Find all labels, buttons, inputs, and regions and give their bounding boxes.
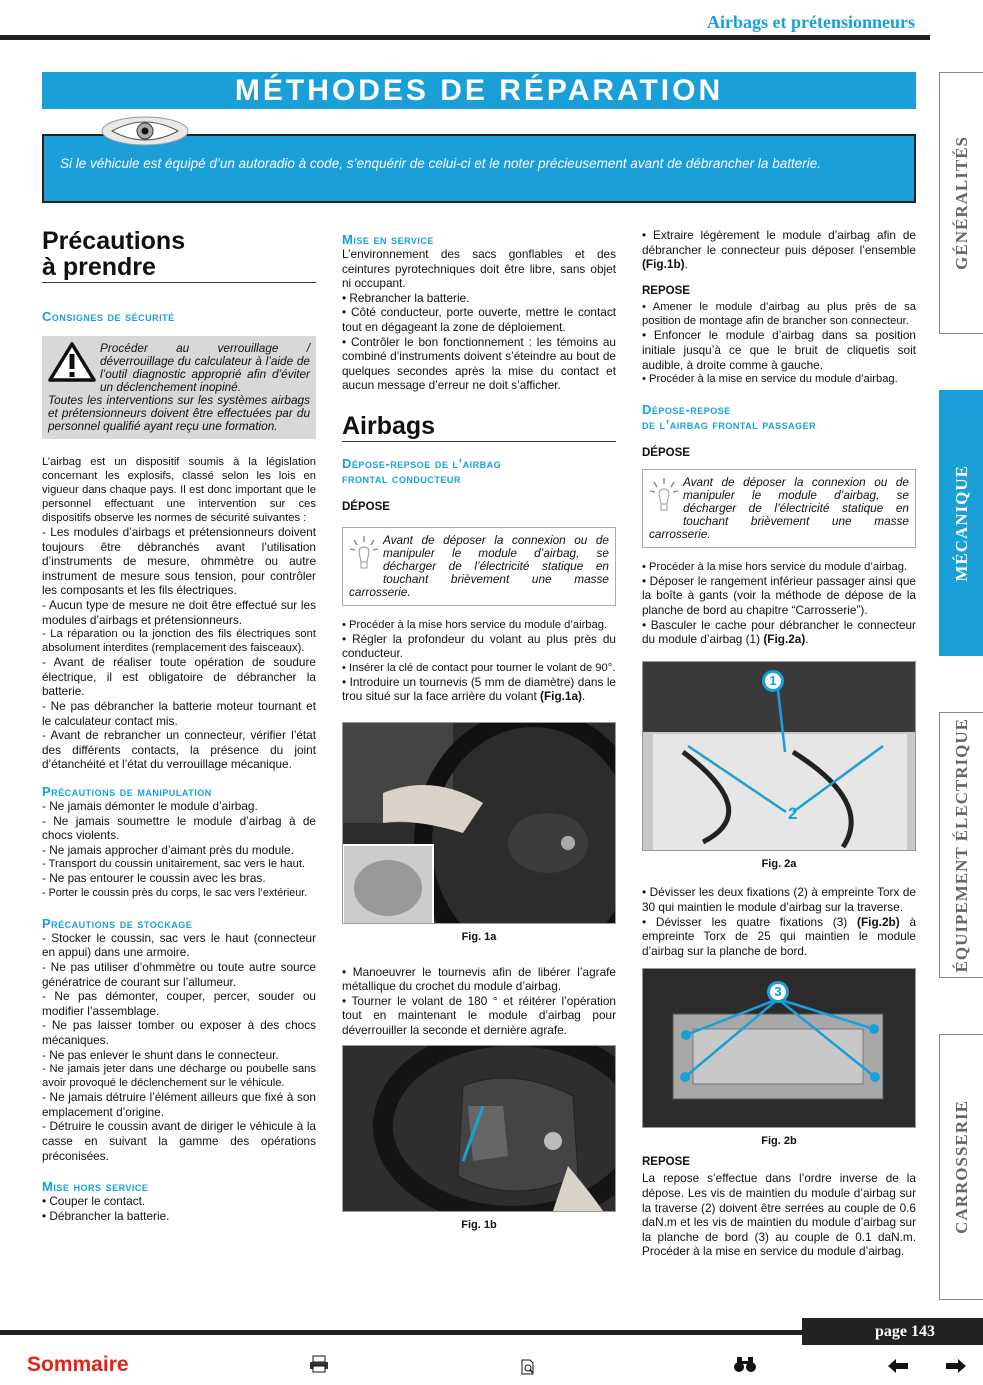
list-item: • Dévisser les quatre fixations (3) (Fig.2b) à empreinte Torx de 25 qui maintien le module d’airbag sur la planche de bord. — [642, 914, 917, 958]
list-item: • Tourner le volant de 180 ° et réitérer l’opération tout en maintenant le module d’airbag pour déverrouiller la seconde et dernière agrafe. — [342, 993, 616, 1037]
figure-1b — [342, 1045, 616, 1212]
info-text: Avant de déposer la connexion ou de manipuler le module d’airbag, se décharger de l’électricité statique en touchant brièvement une masse carrosserie. — [349, 532, 609, 599]
airbag-module-image — [343, 1046, 616, 1212]
static-info-box — [342, 527, 616, 606]
list-item: - Ne pas utiliser d’ohmmètre ou toute autre source génératrice de courant sur l’allumeur. — [42, 960, 316, 989]
list-item: - Ne pas enlever le shunt dans le connecteur. — [42, 1047, 279, 1062]
paragraph: L’airbag est un dispositif soumis à la législation concernant les explosifs, classé selon les lois en vigueur dans chaque pays. Il est donc important que le personnel effectuant une intervention sur ces dispositifs observe les normes de sécurité suivantes : — [42, 456, 316, 524]
list-item: • Procéder à la mise hors service du module d’airbag. — [342, 618, 608, 631]
list-item: • Enfoncer le module d’airbag dans sa position initiale jusqu’à ce que le bruit de cliquetis soit audible, à droite comme à gauche. — [642, 328, 916, 372]
lightbulb-icon — [649, 476, 679, 520]
list-item: • Régler la profondeur du volant au plus près du conducteur. — [342, 631, 616, 661]
figure-2b — [642, 968, 916, 1128]
list-item: • Procéder à la mise hors service du module d’airbag. — [642, 560, 908, 573]
next-arrow-icon[interactable] — [945, 1358, 967, 1374]
list-item: • Insérer la clé de contact pour tourner le volant de 90°. — [342, 661, 616, 674]
mise-en-service-heading: Mise en service — [342, 232, 434, 247]
list-item: - Ne jamais détruire l’élément ailleurs que fixé à son emplacement d’origine. — [42, 1090, 316, 1119]
figure-1b-caption: Fig. 1b — [461, 1219, 497, 1232]
steering-wheel-image — [343, 723, 616, 924]
list-item: - Ne pas démonter, couper, percer, souder ou modifier l’assemblage. — [42, 989, 316, 1018]
eye-icon — [100, 115, 190, 147]
list-item: • Introduire un tournevis (5 mm de diamètre) dans le trou situé sur la face arrière du volant (Fig.1a). — [342, 674, 616, 704]
paragraph: L’environnement des sacs gonflables et des ceintures pyrotechniques doit être libre, sans objet ni occupant. — [342, 247, 616, 291]
list-item: - Ne pas entourer le coussin avec les bras. — [42, 871, 266, 886]
paragraph: - Avant de réaliser toute opération de soudure électrique, il est obligatoire de débrancher la batterie. — [42, 655, 316, 699]
tab-carrosserie[interactable]: CARROSSERIE — [939, 1034, 983, 1300]
zoom-page-icon[interactable] — [520, 1359, 536, 1375]
list-item: • Basculer le cache pour débrancher le connecteur du module d’airbag (1) (Fig.2a). — [642, 617, 916, 647]
sommaire-link[interactable]: Sommaire — [27, 1353, 129, 1376]
list-item: • Déposer le rangement inférieur passager ainsi que la boîte à gants (voir la méthode de dépose de la planche de bord au chapitre “Carrosserie”). — [642, 573, 916, 617]
callout-badge: 1 — [762, 670, 784, 692]
list-item: • Couper le contact. — [42, 1194, 146, 1209]
figure-1a-caption: Fig. 1a — [461, 930, 497, 943]
lightbulb-icon — [349, 534, 379, 578]
list-item: - Ne pas laisser tomber ou exposer à des chocs mécaniques. — [42, 1018, 316, 1048]
list-item: • Côté conducteur, porte ouverte, mettre le contact tout en dégageant la zone de déploiement. — [342, 305, 616, 334]
top-rule — [0, 35, 930, 40]
list-item: - Ne jamais jeter dans une décharge ou poubelle sans avoir provoqué le déclenchement sur le véhicule. — [42, 1063, 316, 1090]
section-banner: MÉTHODES DE RÉPARATION — [42, 72, 916, 109]
repose-label: REPOSE — [642, 1155, 690, 1168]
warning-text-1: Procéder au verrouillage / déverrouillage du calculateur à l’aide de l’outil diagnostic approprié afin d’éviter un déclenchement inopiné. — [100, 341, 310, 394]
hors-service-heading: Mise hors service — [42, 1179, 149, 1195]
paragraph: - La réparation ou la jonction des fils électriques sont absolument interdites (remplacement des faisceaux). — [42, 628, 316, 655]
list-item: • Manoeuvrer le tournevis afin de libérer l’agrafe métallique du crochet du module d’airbag. — [342, 964, 616, 994]
list-item: - Ne jamais démonter le module d’airbag. — [42, 798, 258, 813]
consignes-heading: Consignes de sécurité — [42, 309, 175, 324]
list-item: - Ne jamais soumettre le module d’airbag à de chocs violents. — [42, 813, 316, 843]
stockage-heading: Précautions de stockage — [42, 915, 193, 931]
warning-box — [42, 336, 316, 439]
paragraph: - Aucun type de mesure ne doit être effectué sur les modules d’airbags et prétensionneurs. — [42, 597, 316, 627]
list-item: • Débrancher la batterie. — [42, 1208, 170, 1223]
figure-2a-caption: Fig. 2a — [761, 857, 797, 870]
warning-text-2: Toutes les interventions sur les systèmes airbags et prétensionneurs doivent être effectuées par du personnel qualifié ayant reçu une formation. — [48, 393, 310, 433]
info-text: Avant de déposer la connexion ou de manipuler le module d’airbag, se décharger de l’électricité statique en touchant brièvement une masse carrosserie. — [649, 474, 909, 541]
list-item: - Porter le coussin près du corps, le sac vers l’extérieur. — [42, 886, 308, 899]
tab-equipement-electrique[interactable]: ÉQUIPEMENT ÉLECTRIQUE — [939, 712, 983, 978]
list-item: - Transport du coussin unitairement, sac vers le haut. — [42, 858, 306, 871]
list-item: - Stocker le coussin, sac vers le haut (connecteur en appui) dans une armoire. — [42, 930, 316, 960]
list-item: • Amener le module d’airbag au plus près de sa position de montage afin de brancher son connecteur. — [642, 301, 916, 328]
precautions-heading: Précautions à prendre — [42, 228, 316, 283]
depose-passager-heading: Dépose-repose de l’airbag frontal passager — [642, 402, 817, 433]
repose-label: REPOSE — [642, 284, 690, 297]
callout-label: 2 — [788, 803, 798, 823]
list-item: • Extraire légèrement le module d’airbag afin de débrancher le connecteur puis déposer l’ensemble (Fig.1b). — [642, 228, 916, 272]
previous-arrow-icon[interactable] — [887, 1358, 909, 1374]
airbags-heading: Airbags — [342, 413, 616, 442]
paragraph: - Les modules d’airbags et prétensionneurs doivent toujours être débranchés avant l’utilisation d’instruments de mesure, ohmmètre ou autre instrument de mesure sous tension, pour contrôler les composants et les fils électriques. — [42, 525, 316, 598]
list-item: - Ne jamais approcher d’aimant près du module. — [42, 842, 294, 857]
list-item: • Contrôler le bon fonctionnement : les témoins au combiné d’instruments doivent s’éteindre au bout de quelques secondes après la mise du contact et aucun message d’erreur ne doit s’afficher. — [342, 334, 616, 393]
glovebox-image — [643, 662, 916, 851]
warning-triangle-icon — [48, 342, 96, 382]
list-item: - Détruire le coussin avant de diriger le véhicule à la casse en suivant la gamme des opérations préconisées. — [42, 1119, 316, 1163]
list-item: • Rebrancher la batterie. — [342, 290, 470, 305]
depose-label: DÉPOSE — [642, 447, 690, 460]
tab-generalites[interactable]: GÉNÉRALITÉS — [939, 72, 983, 334]
paragraph: La repose s’effectue dans l’ordre inverse de la dépose. Les vis de maintien du module d’airbag sur la traverse (2) doivent être serrées au couple de 0.6 daN.m et les vis de maintien du module d’airbag sur la planche de bord (3) au couple de 0.1 daN.m. Procéder à la mise en service du module d’airbag. — [642, 1171, 916, 1259]
paragraph: - Avant de rebrancher un connecteur, vérifier l’état des différents contacts, la présence du joint d’étanchéité et l’état du verrouillage mécanique. — [42, 728, 316, 772]
note-text: Si le véhicule est équipé d’un autoradio à code, s’enquérir de celui-ci et le noter précieusement avant de débrancher la batterie. — [60, 156, 821, 171]
paragraph: - Ne pas débrancher la batterie moteur tournant et le calculateur contact mis. — [42, 698, 316, 728]
page-number: page 143 — [802, 1318, 983, 1345]
depose-conducteur-heading: Dépose-repsoe de l’airbag frontal conducteur — [342, 455, 502, 486]
list-item: • Dévisser les deux fixations (2) à empreinte Torx de 30 qui maintien le module d’airbag sur la traverse. — [642, 885, 916, 914]
tab-mecanique[interactable]: MÉCANIQUE — [939, 390, 983, 656]
figure-1a — [342, 722, 616, 924]
static-info-box — [642, 469, 916, 548]
callout-badge: 3 — [767, 981, 789, 1003]
list-item: • Procéder à la mise en service du module d’airbag. — [642, 373, 898, 386]
figure-2a — [642, 661, 916, 851]
manipulation-heading: Précautions de manipulation — [42, 783, 212, 799]
figure-2b-caption: Fig. 2b — [761, 1135, 797, 1148]
binoculars-icon[interactable] — [733, 1355, 757, 1373]
column-2 — [342, 228, 616, 1233]
print-icon[interactable] — [309, 1355, 329, 1373]
column-3 — [642, 228, 916, 1259]
column-1 — [42, 228, 316, 1223]
depose-label: DÉPOSE — [342, 500, 390, 513]
running-header: Airbags et prétensionneurs — [707, 12, 915, 32]
